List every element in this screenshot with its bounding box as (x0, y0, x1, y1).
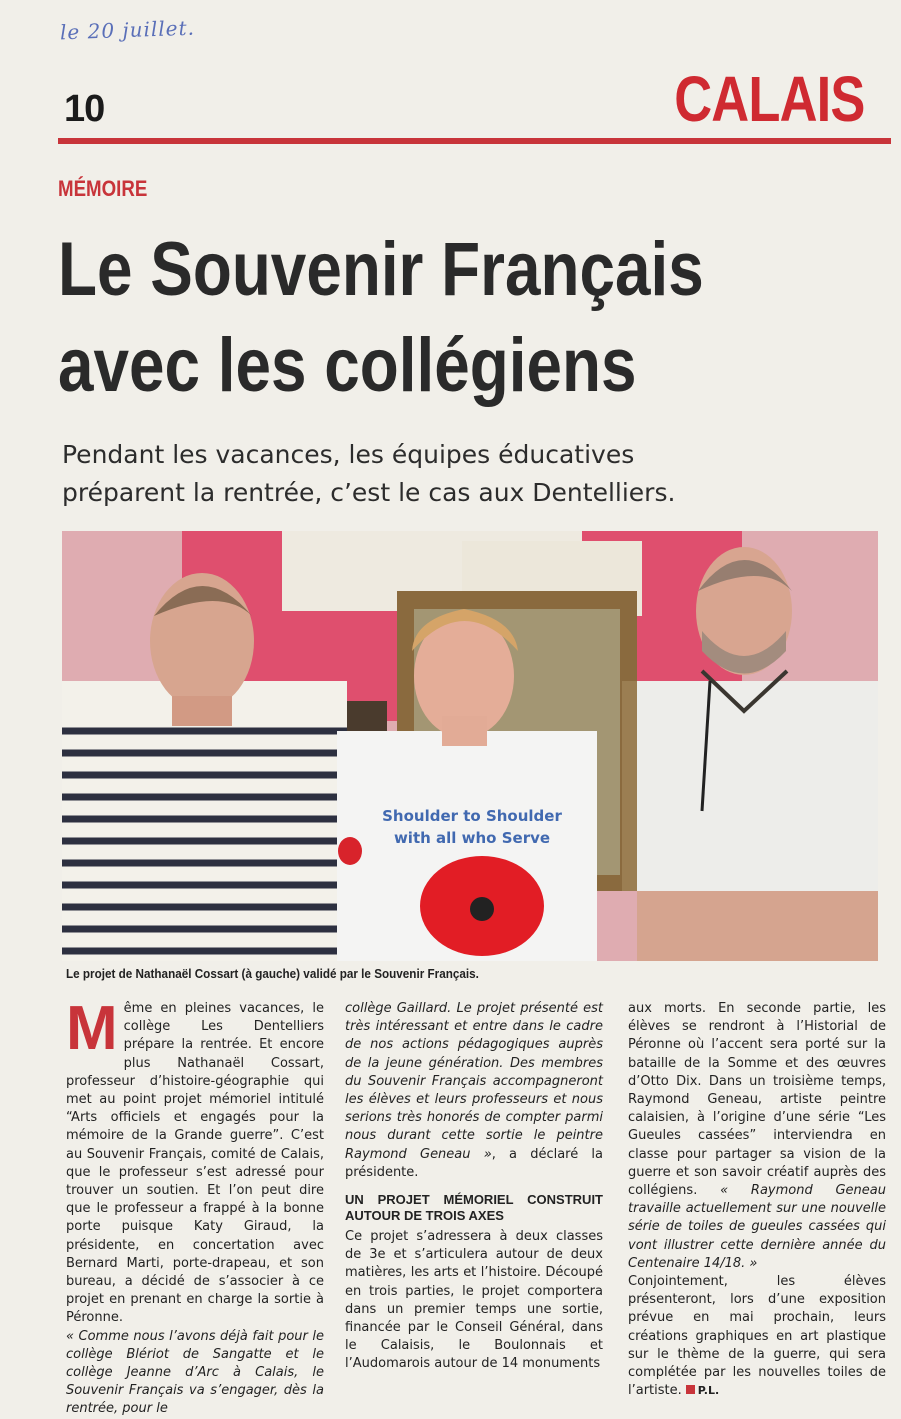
handwritten-date-note: le 20 juillet. (59, 15, 196, 45)
article-headline (58, 222, 747, 414)
quote-attribution: , a déclaré la présidente. (345, 1146, 603, 1180)
subheadline-line-1: Pendant les vacances, les équipes éducatives (62, 440, 635, 469)
article-column-3 (628, 1000, 886, 1400)
geneau-quote: « Raymond Geneau travaille actuellement sur une nouvelle série de toiles de gueules cassées qui vont illustrer cette dernière année du Centenaire 14/18. » (628, 1183, 886, 1271)
project-continued-paragraph (628, 1000, 886, 1273)
project-continued-text: aux morts. En seconde partie, les élèves se rendront à l’Historial de Péronne où l’accent sera porté sur la bataille de la Somme et des œuvres d’Otto Dix. Dans un troisième temps, Raymond Geneau, artiste peintre calaisien, à l’origine d’une série “Les Gueules cassées” interviendra en classe pour partager sa vision de la guerre et son savoir créatif auprès des collégiens. (628, 1001, 886, 1199)
article-photo (62, 531, 878, 961)
article-column-1 (66, 994, 324, 1419)
subheadline-line-2: préparent la rentrée, c’est le cas aux Dentelliers. (62, 478, 676, 507)
author-signature: P.L. (697, 1384, 720, 1398)
photo-caption: Le projet de Nathanaël Cossart (à gauche) validé par le Souvenir Français. (66, 966, 479, 981)
article-rubric: MÉMOIRE (58, 176, 148, 201)
article-subhead: UN PROJET MÉMORIEL CONSTRUIT AUTOUR DE TROIS AXES (345, 1192, 603, 1224)
closing-paragraph (628, 1273, 886, 1400)
article-subheadline (62, 436, 782, 512)
page-number: 10 (64, 88, 105, 130)
header-divider (58, 138, 891, 144)
closing-text: Conjointement, les élèves présenteront, lors d’une exposition prévue en mai prochain, leurs créations graphiques en art plastique sur le thème de la guerre, qui sera complétée par les nouvelles toiles de l’artiste. (628, 1274, 886, 1399)
headline-line-2: avec les collégiens (58, 323, 637, 408)
tshirt-text-2: with all who Serve (393, 829, 551, 847)
lead-paragraph: ême en pleines vacances, le collège Les Dentelliers prépare la rentrée. Et encore plus Nathanaël Cossart, professeur d’histoire-géographie qui met au point projet mémoriel intitulé “Arts officiels et engagés pour la mémoire de la Grande guerre”. C’est au Souvenir Français, comité de Calais, que le professeur s’est adressé pour trouver un soutien. Et l’on peut dire que le professeur a frappé à la bonne porte puisque Katy Giraud, la présidente, en concertation avec Bernard Marti, porte-drapeau, et son bureau, a décidé de s’associer à ce projet en prenant en charge la sortie à Péronne. (66, 1001, 324, 1326)
headline-line-1: Le Souvenir Français (58, 227, 704, 312)
article-column-2 (345, 1000, 603, 1374)
section-title: CALAIS (674, 63, 865, 135)
president-quote-part-2: collège Gaillard. Le projet présenté est très intéressant et entre dans le cadre de nos actions pédagogiques auprès de la jeune génération. Des membres du Souvenir Français accompagneront les élèves et leurs professeurs et nous serions très honorés de compter parmi nous durant cette sortie le peintre Raymond Geneau » (345, 1001, 603, 1162)
tshirt-text-1: Shoulder to Shoulder (382, 807, 562, 825)
drop-cap: M (66, 994, 118, 1063)
end-mark-icon (686, 1385, 695, 1394)
project-paragraph: Ce projet s’adressera à deux classes de 3e et s’articulera autour de deux matières, les arts et l’histoire. Découpé en trois parties, le projet comportera dans un premier temps une sortie, financée par le Conseil Général, dans le Calaisis, le Boulonnais et l’Audomarois autour de 14 monuments (345, 1229, 603, 1372)
president-quote-part-1: « Comme nous l’avons déjà fait pour le collège Blériot de Sangatte et le collège Jeanne d’Arc à Calais, le Souvenir Français va s’engager, dès la rentrée, pour le (66, 1328, 324, 1417)
